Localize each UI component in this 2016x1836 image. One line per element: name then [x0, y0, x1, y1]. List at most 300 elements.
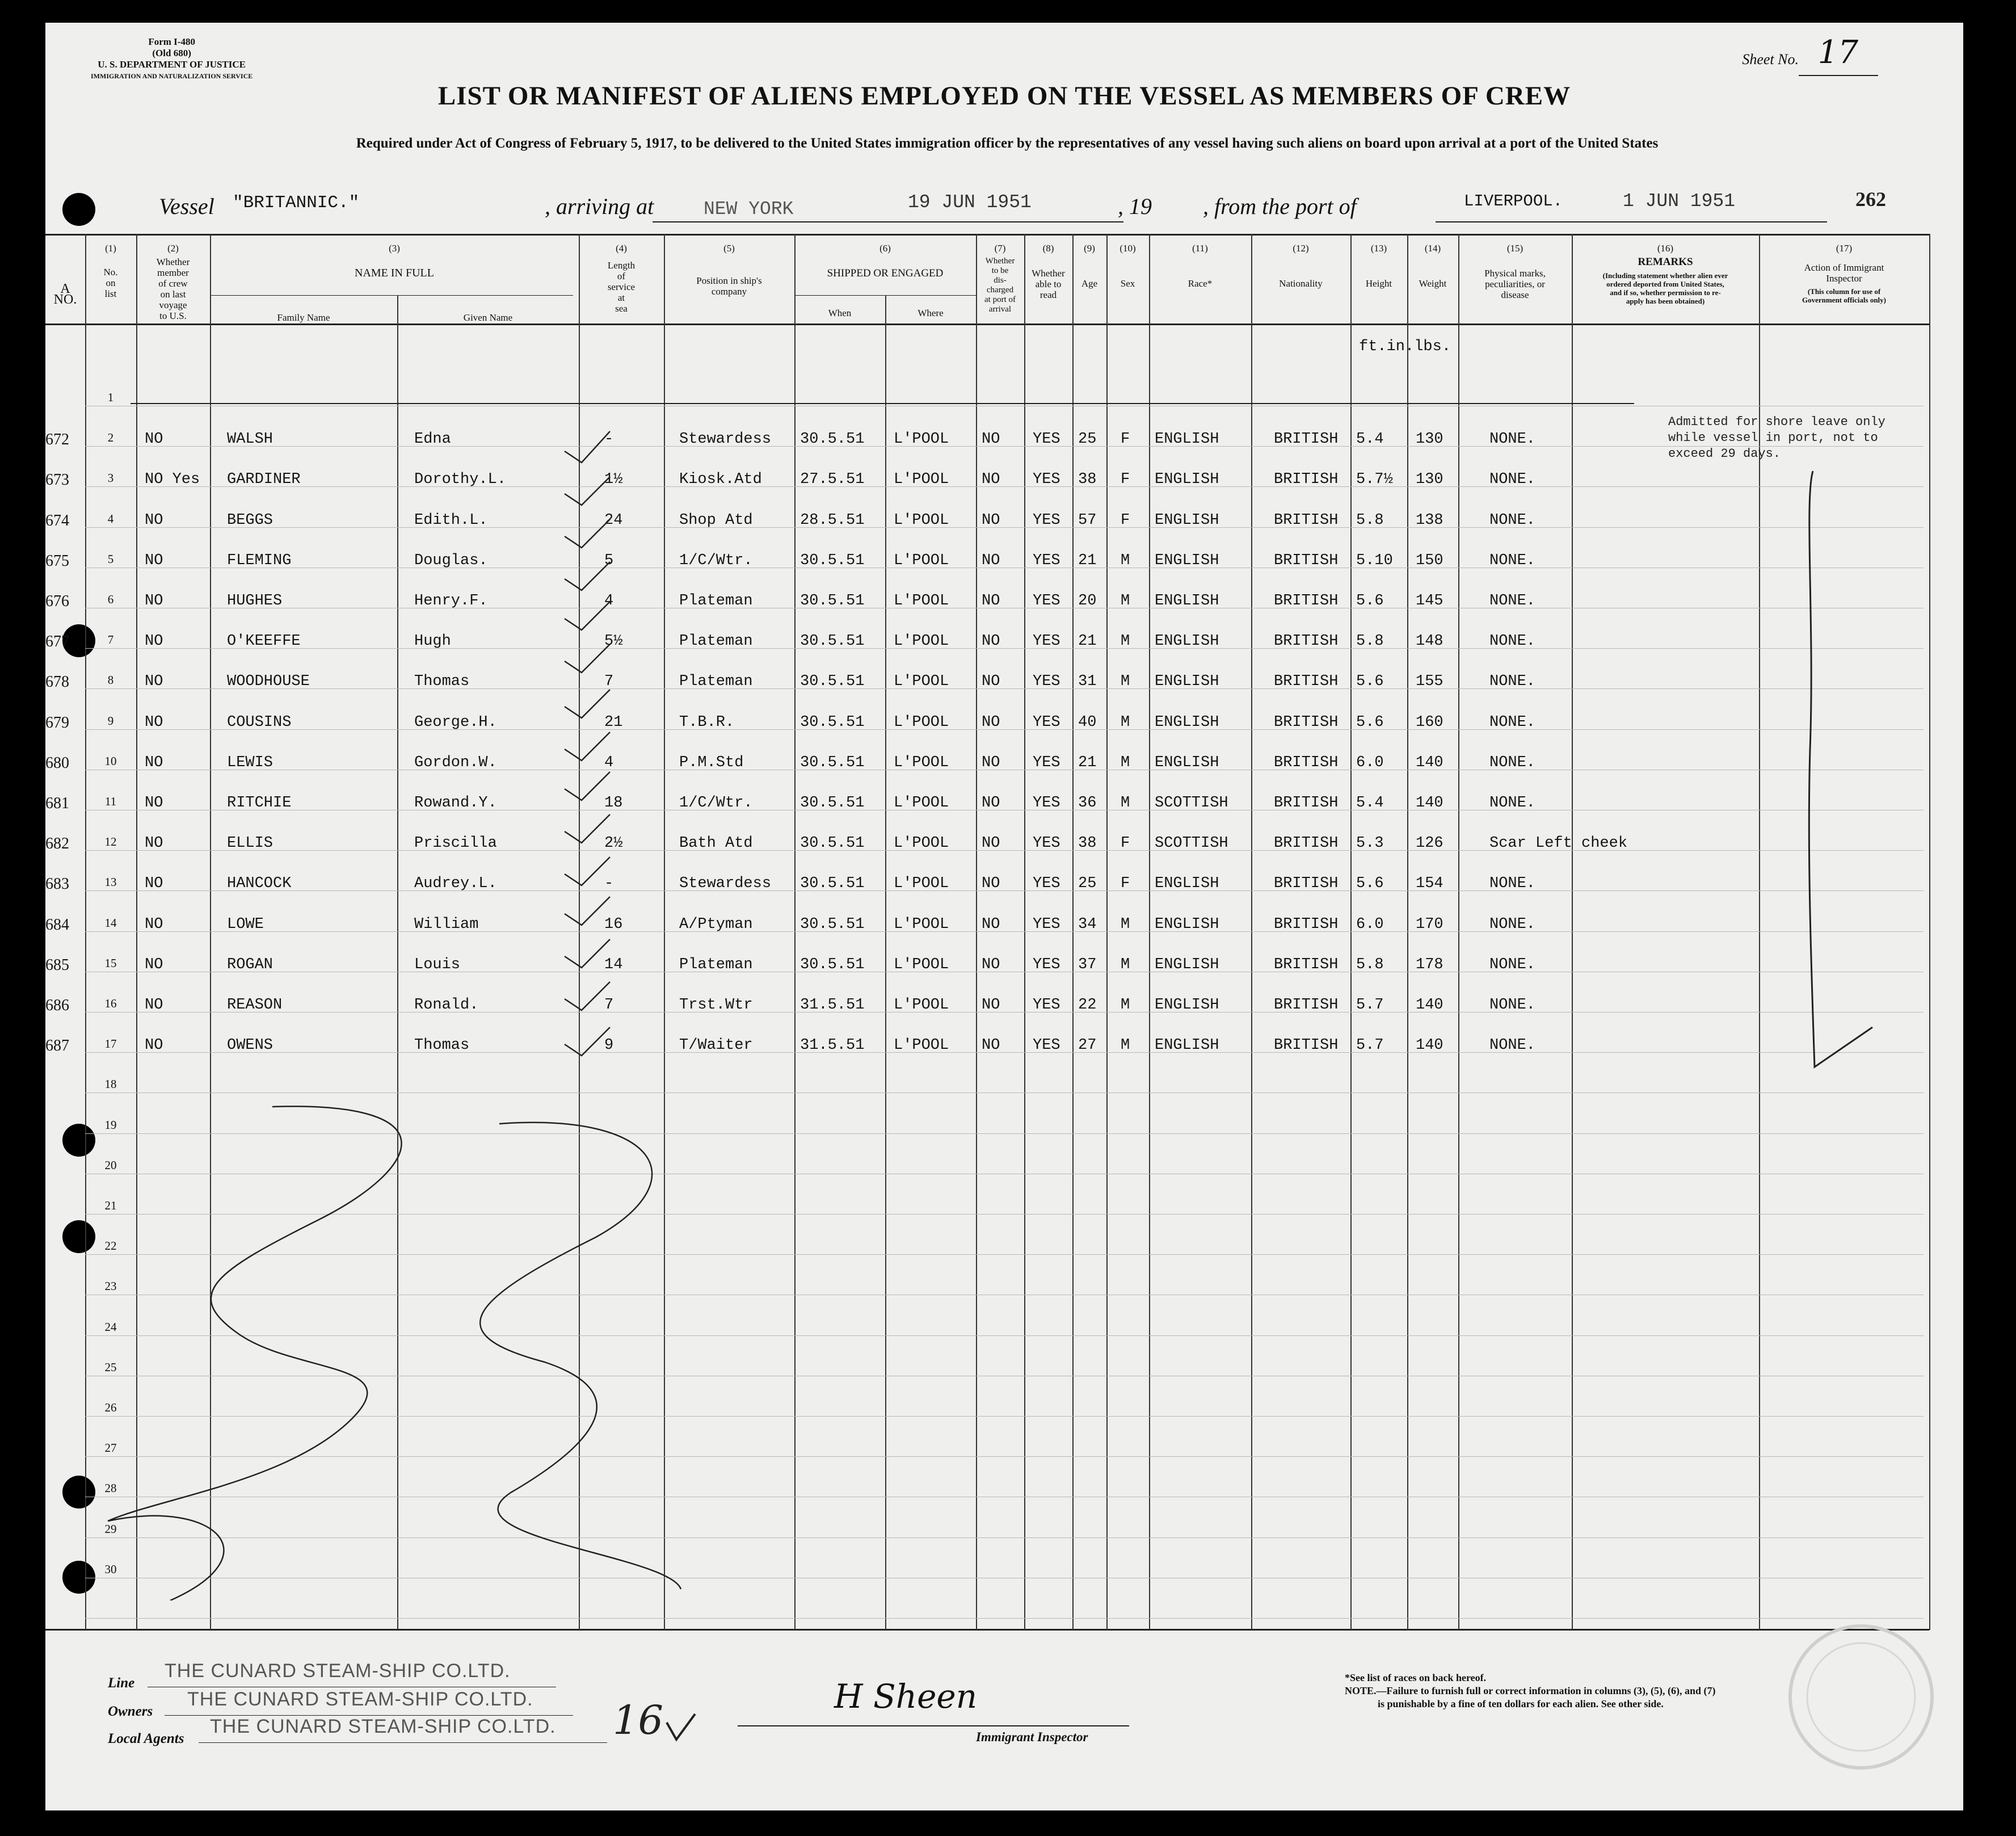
agents-label: Local Agents [108, 1731, 184, 1746]
cell-discharged: NO [982, 754, 1000, 771]
col-number-15: (15) [1506, 243, 1523, 254]
col-header-able-to-read: Whether able to read [1032, 268, 1065, 300]
col-header-inspector-note: (This column for use of Government officials only) [1802, 287, 1887, 304]
cell-weight: 130 [1416, 471, 1443, 489]
cell-height: 5.3 [1356, 835, 1384, 852]
cell-height: 5.6 [1356, 875, 1384, 893]
cell-race: ENGLISH [1155, 673, 1219, 691]
cell-given-name: George.H. [414, 713, 497, 731]
cell-shipped-where: L'POOL [894, 511, 949, 529]
cell-discharged: NO [982, 795, 1000, 812]
col-number-9: (9) [1084, 243, 1095, 254]
cell-family-name: ELLIS [227, 835, 273, 852]
cell-sex: F [1121, 875, 1130, 893]
cell-shipped-where: L'POOL [894, 915, 949, 933]
cell-discharged: NO [982, 471, 1000, 489]
cell-shipped-where: L'POOL [894, 552, 949, 569]
cell-age: 25 [1078, 875, 1097, 893]
cell-age: 25 [1078, 431, 1097, 448]
cell-family-name: WOODHOUSE [227, 673, 310, 691]
cell-position: Trst.Wtr [679, 997, 753, 1014]
ruled-line [85, 688, 1924, 689]
footer-notes [1345, 1671, 1715, 1711]
form-old-number: (Old 680) [152, 48, 191, 58]
cell-position: T/Waiter [679, 1037, 753, 1054]
cell-position: Bath Atd [679, 835, 753, 852]
ruled-line [85, 1618, 1924, 1619]
cell-previous-voyage: NO [145, 956, 163, 973]
arrival-port: NEW YORK [704, 199, 794, 220]
cell-nationality: BRITISH [1274, 1037, 1339, 1054]
remarks-shore-leave-note: Admitted for shore leave only while vessel in port, not to exceed 29 days. [1668, 415, 1885, 461]
column-divider [1024, 234, 1025, 1630]
col-header-sex: Sex [1120, 278, 1135, 289]
cell-a-number: 685 [45, 956, 69, 974]
cell-weight: 140 [1416, 754, 1443, 771]
cell-physical-marks: NONE. [1489, 431, 1536, 448]
cell-length-of-service: 5½ [604, 633, 623, 650]
cell-given-name: Douglas. [414, 552, 488, 569]
cell-age: 21 [1078, 754, 1097, 771]
cell-shipped-where: L'POOL [894, 471, 949, 489]
cell-previous-voyage: NO [145, 713, 163, 731]
cell-shipped-where: L'POOL [894, 431, 949, 448]
line-value: THE CUNARD STEAM-SHIP CO.LTD. [165, 1660, 511, 1682]
cell-discharged: NO [982, 673, 1000, 691]
cell-shipped-when: 30.5.51 [800, 835, 865, 852]
cell-physical-marks: NONE. [1489, 754, 1536, 771]
col-header-nationality: Nationality [1279, 278, 1323, 289]
cell-height: 6.0 [1356, 915, 1384, 933]
col-header-weight: Weight [1419, 278, 1447, 289]
vessel-label: Vessel [159, 194, 214, 219]
cell-family-name: GARDINER [227, 471, 301, 489]
cell-height: 5.6 [1356, 673, 1384, 691]
cell-length-of-service: 21 [604, 713, 623, 731]
cell-family-name: REASON [227, 997, 283, 1014]
cell-height: 5.8 [1356, 633, 1384, 650]
sheet-number: 17 [1817, 34, 1858, 71]
cell-a-number: 687 [45, 1037, 69, 1055]
cell-position: Plateman [679, 593, 753, 610]
cell-weight: 140 [1416, 795, 1443, 812]
cell-shipped-where: L'POOL [894, 795, 949, 812]
vessel-name: "BRITANNIC." [233, 193, 360, 213]
col-number-7: (7) [994, 243, 1006, 254]
cell-nationality: BRITISH [1274, 915, 1339, 933]
ruled-line [85, 1052, 1924, 1053]
col-header-where: Where [917, 308, 944, 318]
col-header-remarks-note: (Including statement whether alien ever ordered deported from United States, and if so, whether permission to re- apply has been obtained) [1602, 271, 1728, 305]
cell-a-number: 684 [45, 915, 69, 934]
cell-physical-marks: NONE. [1489, 471, 1536, 489]
col-header-no-on-list: No. on list [103, 267, 118, 299]
cell-shipped-where: L'POOL [894, 593, 949, 610]
cell-shipped-when: 31.5.51 [800, 997, 865, 1014]
cell-weight: 126 [1416, 835, 1443, 852]
col-header-given-name: Given Name [463, 312, 513, 323]
cell-previous-voyage: NO [145, 875, 163, 893]
col-header-race: Race* [1188, 278, 1213, 289]
table-top-border [45, 234, 1929, 236]
cell-previous-voyage: NO [145, 633, 163, 650]
cell-height: 5.6 [1356, 593, 1384, 610]
cell-weight: 140 [1416, 997, 1443, 1014]
cell-length-of-service: 4 [604, 593, 614, 610]
punch-hole [62, 193, 95, 226]
line-number: 3 [107, 471, 114, 485]
line-number: 20 [104, 1158, 117, 1172]
cell-physical-marks: NONE. [1489, 875, 1536, 893]
cell-shipped-where: L'POOL [894, 713, 949, 731]
column-divider [1072, 234, 1074, 1630]
units-note: ft.in.lbs. [1359, 338, 1451, 355]
cell-a-number: 682 [45, 835, 69, 853]
departure-date-stamp: 1 JUN 1951 [1623, 191, 1736, 212]
departure-underline [1436, 221, 1827, 222]
cell-a-number: 673 [45, 471, 69, 489]
line-number: 12 [104, 835, 117, 849]
page-subtitle: Required under Act of Congress of February 5, 1917, to be delivered to the United States immigration officer by the representatives of any vessel having such aliens on board upon arrival at a port of the United States [356, 136, 1659, 151]
cell-shipped-when: 30.5.51 [800, 915, 865, 933]
owners-value: THE CUNARD STEAM-SHIP CO.LTD. [187, 1688, 533, 1710]
ruled-line [85, 890, 1924, 891]
cell-shipped-when: 31.5.51 [800, 1037, 865, 1054]
line-number: 28 [104, 1481, 117, 1495]
cell-family-name: FLEMING [227, 552, 292, 569]
col-header-name-in-full: NAME IN FULL [355, 267, 434, 279]
cell-weight: 145 [1416, 593, 1443, 610]
cell-sex: M [1121, 997, 1130, 1014]
col-number-13: (13) [1370, 243, 1387, 254]
line-number: 18 [104, 1077, 117, 1091]
cell-race: ENGLISH [1155, 552, 1219, 569]
cell-previous-voyage: NO [145, 431, 163, 448]
line-number: 10 [104, 754, 117, 768]
arriving-label: , arriving at [545, 194, 654, 219]
cell-shipped-when: 30.5.51 [800, 673, 865, 691]
cell-physical-marks: NONE. [1489, 997, 1536, 1014]
cell-sex: M [1121, 754, 1130, 771]
cell-race: ENGLISH [1155, 956, 1219, 973]
cell-a-number: 679 [45, 713, 69, 732]
cell-height: 5.7 [1356, 997, 1384, 1014]
inspector-label: Immigrant Inspector [976, 1730, 1088, 1744]
cell-height: 5.8 [1356, 956, 1384, 973]
cell-previous-voyage: NO [145, 1037, 163, 1054]
line-number: 2 [107, 431, 114, 445]
cell-able-to-read: YES [1033, 552, 1060, 569]
cell-height: 5.7 [1356, 1037, 1384, 1054]
cell-nationality: BRITISH [1274, 713, 1339, 731]
cell-discharged: NO [982, 1037, 1000, 1054]
cell-a-number: 683 [45, 875, 69, 893]
stamp-number: 262 [1855, 188, 1886, 211]
cell-length-of-service: 7 [604, 673, 614, 691]
cell-sex: M [1121, 956, 1130, 973]
col-number-14: (14) [1424, 243, 1441, 254]
cell-age: 27 [1078, 1037, 1097, 1054]
cell-a-number: 672 [45, 431, 69, 449]
cell-sex: M [1121, 593, 1130, 610]
cell-sex: F [1121, 835, 1130, 852]
cell-family-name: LEWIS [227, 754, 273, 771]
cell-position: P.M.Std [679, 754, 744, 771]
cell-shipped-when: 30.5.51 [800, 633, 865, 650]
cell-physical-marks: NONE. [1489, 633, 1536, 650]
cell-weight: 155 [1416, 673, 1443, 691]
cell-able-to-read: YES [1033, 1037, 1060, 1054]
ruled-line [85, 446, 1924, 447]
cell-a-number: 686 [45, 997, 69, 1014]
cell-nationality: BRITISH [1274, 956, 1339, 973]
line-number: 11 [104, 795, 117, 808]
column-divider [794, 234, 796, 1630]
cell-length-of-service: 2½ [604, 835, 623, 852]
ruled-line [85, 527, 1924, 528]
column-divider [1251, 234, 1252, 1630]
cell-shipped-when: 30.5.51 [800, 875, 865, 893]
cell-nationality: BRITISH [1274, 997, 1339, 1014]
cell-nationality: BRITISH [1274, 673, 1339, 691]
cell-discharged: NO [982, 997, 1000, 1014]
page-title: LIST OR MANIFEST OF ALIENS EMPLOYED ON THE VESSEL AS MEMBERS OF CREW [437, 81, 1571, 111]
from-label: , from the port of [1203, 194, 1357, 219]
cell-height: 5.10 [1356, 552, 1393, 569]
agents-underline [199, 1742, 607, 1743]
line-number: 16 [104, 997, 117, 1010]
sheet-label: Sheet No. [1742, 51, 1799, 68]
line-number: 8 [107, 673, 114, 687]
departure-port: LIVERPOOL. [1464, 192, 1563, 211]
cell-nationality: BRITISH [1274, 633, 1339, 650]
line-1-strikethrough [131, 403, 1634, 404]
cell-sex: F [1121, 511, 1130, 529]
ruled-line [85, 486, 1924, 487]
cell-weight: 138 [1416, 511, 1443, 529]
cell-previous-voyage: NO [145, 795, 163, 812]
cell-age: 34 [1078, 915, 1097, 933]
cell-length-of-service: 1½ [604, 471, 623, 489]
cell-family-name: WALSH [227, 431, 273, 448]
cell-shipped-where: L'POOL [894, 956, 949, 973]
cell-race: ENGLISH [1155, 633, 1219, 650]
cell-a-number: 678 [45, 673, 69, 691]
cell-given-name: Thomas [414, 1037, 470, 1054]
column-divider [1458, 234, 1459, 1630]
cell-a-number: 675 [45, 552, 69, 570]
year-label: , 19 [1118, 194, 1152, 219]
sheet-underline [1799, 75, 1878, 76]
line-number: 25 [104, 1360, 117, 1374]
cell-position: Stewardess [679, 875, 772, 893]
cell-age: 57 [1078, 511, 1097, 529]
cell-nationality: BRITISH [1274, 552, 1339, 569]
col-number-8: (8) [1042, 243, 1054, 254]
cell-height: 5.4 [1356, 431, 1384, 448]
line-number: 23 [104, 1279, 117, 1293]
cell-nationality: BRITISH [1274, 875, 1339, 893]
cell-a-number: 680 [45, 754, 69, 772]
column-divider [1407, 234, 1408, 1630]
cell-position: Plateman [679, 673, 753, 691]
cell-a-number: 674 [45, 511, 69, 530]
col-header-a-no: A NO. [53, 282, 77, 307]
arrival-date-stamp: 19 JUN 1951 [908, 192, 1032, 213]
cell-sex: M [1121, 713, 1130, 731]
cell-able-to-read: YES [1033, 431, 1060, 448]
line-number: 17 [104, 1037, 117, 1051]
cell-shipped-when: 30.5.51 [800, 795, 865, 812]
cell-shipped-where: L'POOL [894, 754, 949, 771]
cell-able-to-read: YES [1033, 915, 1060, 933]
cell-sex: F [1121, 471, 1130, 489]
cell-shipped-where: L'POOL [894, 673, 949, 691]
cell-given-name: Dorothy.L. [414, 471, 507, 489]
column-divider [1350, 234, 1352, 1630]
line-number: 9 [107, 713, 114, 728]
cell-shipped-where: L'POOL [894, 1037, 949, 1054]
cell-family-name: HUGHES [227, 593, 283, 610]
cell-age: 21 [1078, 552, 1097, 569]
line-number: 21 [104, 1199, 117, 1212]
cell-given-name: Henry.F. [414, 593, 488, 610]
cancellation-scribble [102, 1090, 783, 1600]
ruled-line [85, 729, 1924, 730]
cell-able-to-read: YES [1033, 795, 1060, 812]
col-number-16: (16) [1657, 243, 1674, 254]
cell-weight: 178 [1416, 956, 1443, 973]
cell-previous-voyage: NO [145, 835, 163, 852]
cell-shipped-where: L'POOL [894, 835, 949, 852]
col-number-17: (17) [1836, 243, 1853, 254]
cell-able-to-read: YES [1033, 471, 1060, 489]
cell-shipped-when: 30.5.51 [800, 956, 865, 973]
cell-nationality: BRITISH [1274, 431, 1339, 448]
cell-family-name: LOWE [227, 915, 264, 933]
cell-discharged: NO [982, 633, 1000, 650]
col-header-discharged: Whether to be dis- charged at port of arrival [984, 257, 1016, 314]
cell-discharged: NO [982, 875, 1000, 893]
line-number: 15 [104, 956, 117, 970]
col-number-5: (5) [723, 243, 735, 254]
line-number: 27 [104, 1441, 117, 1455]
agents-value: THE CUNARD STEAM-SHIP CO.LTD. [210, 1716, 556, 1737]
inspector-signature: H Sheen [834, 1677, 978, 1716]
cell-length-of-service: - [604, 431, 614, 448]
count-checkmark [664, 1711, 698, 1745]
cell-family-name: BEGGS [227, 511, 273, 529]
cell-given-name: Priscilla [414, 835, 497, 852]
col-number-11: (11) [1192, 243, 1208, 254]
line-number: 19 [104, 1117, 117, 1132]
form-number: Form I-480 [148, 36, 195, 47]
cell-family-name: RITCHIE [227, 795, 292, 812]
cell-height: 5.8 [1356, 511, 1384, 529]
cell-physical-marks: NONE. [1489, 795, 1536, 812]
column-divider [885, 295, 886, 1630]
cell-shipped-when: 27.5.51 [800, 471, 865, 489]
cell-able-to-read: YES [1033, 633, 1060, 650]
cell-previous-voyage: NO [145, 511, 163, 529]
punch-hole [62, 1476, 95, 1509]
cell-a-number: 676 [45, 593, 69, 610]
service-name: IMMIGRATION AND NATURALIZATION SERVICE [91, 72, 253, 80]
owners-label: Owners [108, 1704, 153, 1719]
cell-shipped-where: L'POOL [894, 997, 949, 1014]
cell-length-of-service: 5 [604, 552, 614, 569]
col-number-10: (10) [1119, 243, 1136, 254]
line-number: 30 [104, 1562, 117, 1576]
cell-weight: 140 [1416, 1037, 1443, 1054]
col-header-remarks: REMARKS [1638, 256, 1693, 268]
cell-sex: M [1121, 1037, 1130, 1054]
ruled-line [85, 931, 1924, 932]
cell-age: 21 [1078, 633, 1097, 650]
cell-a-number: 677 [45, 633, 69, 651]
col-header-length-of-service: Length of service at sea [607, 260, 635, 314]
punch-hole [62, 1220, 95, 1253]
col-header-when: When [828, 308, 852, 318]
cell-height: 5.7½ [1356, 471, 1393, 489]
cell-discharged: NO [982, 511, 1000, 529]
form-identifier [91, 36, 252, 82]
cell-age: 31 [1078, 673, 1097, 691]
cell-position: 1/C/Wtr. [679, 552, 753, 569]
cell-weight: 160 [1416, 713, 1443, 731]
line-number: 29 [104, 1522, 117, 1536]
cell-discharged: NO [982, 956, 1000, 973]
col-header-height: Height [1365, 278, 1392, 289]
cell-previous-voyage: NO [145, 552, 163, 569]
cell-nationality: BRITISH [1274, 754, 1339, 771]
col-number-1: (1) [105, 243, 116, 254]
line-number: 13 [104, 875, 117, 889]
line-number: 4 [107, 511, 114, 526]
cell-nationality: BRITISH [1274, 471, 1339, 489]
cell-weight: 170 [1416, 915, 1443, 933]
arrival-date-underline [897, 221, 1123, 222]
cell-age: 36 [1078, 795, 1097, 812]
cell-length-of-service: 18 [604, 795, 623, 812]
cell-race: ENGLISH [1155, 754, 1219, 771]
cell-previous-voyage: NO [145, 915, 163, 933]
cell-height: 6.0 [1356, 754, 1384, 771]
cell-physical-marks: NONE. [1489, 511, 1536, 529]
cell-given-name: Audrey.L. [414, 875, 497, 893]
cell-age: 22 [1078, 997, 1097, 1014]
header-bottom-border [45, 323, 1929, 325]
cell-physical-marks: NONE. [1489, 956, 1536, 973]
cell-nationality: BRITISH [1274, 511, 1339, 529]
cell-physical-marks: NONE. [1489, 915, 1536, 933]
cell-race: ENGLISH [1155, 1037, 1219, 1054]
cell-nationality: BRITISH [1274, 835, 1339, 852]
arrival-port-underline [653, 221, 925, 222]
cell-given-name: Rowand.Y. [414, 795, 497, 812]
line-label: Line [108, 1675, 135, 1691]
cell-sex: M [1121, 673, 1130, 691]
cell-family-name: O'KEEFFE [227, 633, 301, 650]
cell-a-number: 681 [45, 795, 69, 812]
cell-given-name: Ronald. [414, 997, 479, 1014]
cell-height: 5.6 [1356, 713, 1384, 731]
column-divider [1572, 234, 1573, 1630]
cell-length-of-service: 14 [604, 956, 623, 973]
col-header-position: Position in ship's company [696, 275, 762, 297]
col-header-shipped-or-engaged: SHIPPED OR ENGAGED [827, 267, 944, 279]
cell-length-of-service: 4 [604, 754, 614, 771]
